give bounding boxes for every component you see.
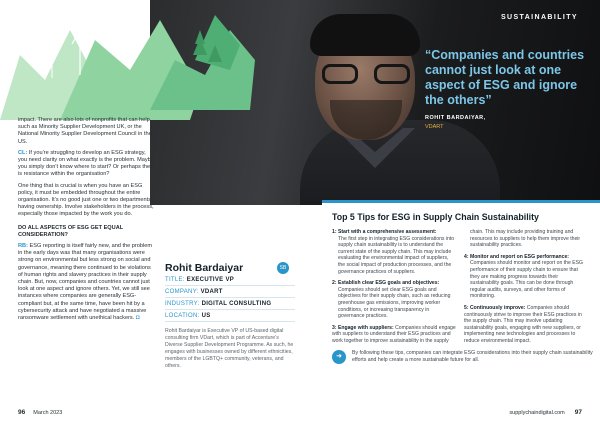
- article-paragraph: [18, 243, 156, 322]
- speaker-label: CL:: [18, 149, 28, 156]
- tips-accent-bar: [322, 200, 600, 203]
- arrow-right-icon: ➜: [332, 350, 346, 364]
- site-url: supplychaindigital.com: [509, 410, 565, 416]
- profile-row-value: DIGITAL CONSULTING: [201, 301, 272, 307]
- portrait-hair: [310, 14, 420, 56]
- profile-row: [165, 277, 295, 286]
- profile-card: [165, 262, 295, 402]
- portrait-glasses: [322, 64, 410, 86]
- article-subheading: DO ALL ASPECTS OF ESG GET EQUAL CONSIDERATION?: [18, 224, 124, 238]
- tip-item: [464, 305, 588, 345]
- tip-body: chain. This may include providing training and resources to suppliers to help them improve their sustainability practices.: [470, 229, 581, 249]
- profile-badge: SB: [277, 262, 289, 274]
- page-number: 97: [574, 409, 582, 416]
- tip-item: [464, 229, 588, 249]
- tip-body: Companies should engage with suppliers to understand their ESG practices and work together to improve sustainability in the supply: [332, 324, 456, 344]
- profile-row: [165, 313, 295, 322]
- profile-row-key: TITLE:: [165, 277, 187, 283]
- end-mark-icon: ◘: [135, 315, 140, 322]
- profile-row-key: LOCATION:: [165, 313, 202, 319]
- tips-column-left: [332, 229, 456, 350]
- tips-note: [332, 350, 594, 364]
- profile-row: [165, 289, 295, 298]
- tip-body: Companies should set clear ESG goals and objectives for their supply chain, such as reducing greenhouse gas emissions, improving worker conditions, or increasing transparency in governance practices.: [338, 286, 451, 320]
- tip-title: 4: Monitor and report on ESG performance:: [464, 253, 569, 260]
- tip-body: Companies should monitor and report on the ESG performance of their supply chain to ensure that they are making progress towards their sustainability goals. This can be done through regular audits, surveys, and other forms of monitoring.: [470, 260, 583, 300]
- profile-row-value: VDART: [200, 289, 223, 295]
- tips-column-right: [464, 229, 588, 350]
- profile-row-value: US: [201, 313, 211, 319]
- tips-note-text: By following these tips, companies can integrate ESG considerations into their supply chain sustainability efforts and help create a more sustainable future for all.: [352, 350, 593, 363]
- footer-right: [509, 409, 582, 416]
- tips-box: [322, 200, 600, 392]
- mountains-turbines-illustration: [0, 0, 255, 120]
- speaker-label: RB:: [18, 243, 28, 250]
- answer-text: ESG reporting is itself fairly new, and the problem in the early days was that many organisations were strong on environmental but less strong on social and governance, meaning there continued to be violations of human rights and slavery practices in their supply chain. But, now, companies and countries cannot just look at one aspect and ignore others. Yet, we still see instances where companies are generally ESG-compliant but, at the same time, have been hit by a cybersecurity attack and have negotiated a massive ransomware settlement with unethical hackers.: [18, 243, 153, 322]
- quote-author: ROHIT BARDAIYAR,: [425, 115, 486, 121]
- page-number: 96: [18, 409, 26, 416]
- pull-quote: “Companies and countries cannot just look at one aspect of ESG and ignore the others”: [425, 48, 585, 107]
- issue-date: March 2023: [33, 410, 63, 416]
- tip-title: 3: Engage with suppliers:: [332, 324, 394, 331]
- tip-item: [332, 229, 456, 275]
- section-tag: SUSTAINABILITY: [500, 14, 578, 21]
- profile-name: Rohit Bardaiyar: [165, 262, 244, 274]
- tip-body: The first step in integrating ESG considerations into supply chain sustainability is to understand the current state of the supply chain. This may include evaluating the environmental impact of suppliers, the social impact of production processes, and the governance practices of suppliers.: [338, 235, 455, 275]
- tip-title: 1: Start with a comprehensive assessment:: [332, 229, 437, 235]
- article-column: [18, 117, 156, 326]
- tip-body: Companies should continuously strive to improve their ESG practices in the supply chain. This may involve updating sustainability goals, engaging with new suppliers, or implementing new technologies and processes to reduce environmental impact.: [464, 304, 582, 344]
- tips-title: Top 5 Tips for ESG in Supply Chain Sustainability: [332, 212, 539, 222]
- tip-item: [332, 325, 456, 345]
- footer-left: [18, 409, 62, 416]
- article-paragraph: [18, 150, 156, 179]
- profile-row: [165, 301, 295, 310]
- tip-item: [332, 280, 456, 320]
- tip-title: 2: Establish clear ESG goals and objectives:: [332, 280, 440, 287]
- tip-item: [464, 254, 588, 300]
- tip-title: 5: Continuously improve:: [464, 304, 526, 311]
- profile-row-value: EXECUTIVE VP: [186, 277, 235, 283]
- article-paragraph: impact. There are also lots of nonprofits that can help, such as Minority Supplier Development UK, or the National Minority Supplier Development Council in the US.: [18, 117, 152, 145]
- tips-columns: [332, 229, 588, 350]
- profile-bio: Rohit Bardaiyar is Executive VP of US-based digital consulting firm VDart, which is part of Accenture’s Diverse Supplier Development Programme. As such, he engages with businesses owned by different ethnicities, members of the LGBTQ+ community, veterans, and others.: [165, 328, 294, 369]
- answer-text: If you’re struggling to develop an ESG strategy, you need clarity on what exactly is the problem. Maybe you simply don’t know where to start? Or perhaps there is resistance within the organisation?: [18, 149, 156, 178]
- quote-company: VDART: [425, 124, 444, 130]
- profile-row-key: COMPANY:: [165, 289, 201, 295]
- profile-row-key: INDUSTRY:: [165, 301, 202, 307]
- article-paragraph: One thing that is crucial is when you have an ESG policy, it must be embedded throughout the entire organisation. It’s no good just one or two departments having ownership. Involve stakeholders in the process, especially those impacted by the work you do.: [18, 182, 154, 218]
